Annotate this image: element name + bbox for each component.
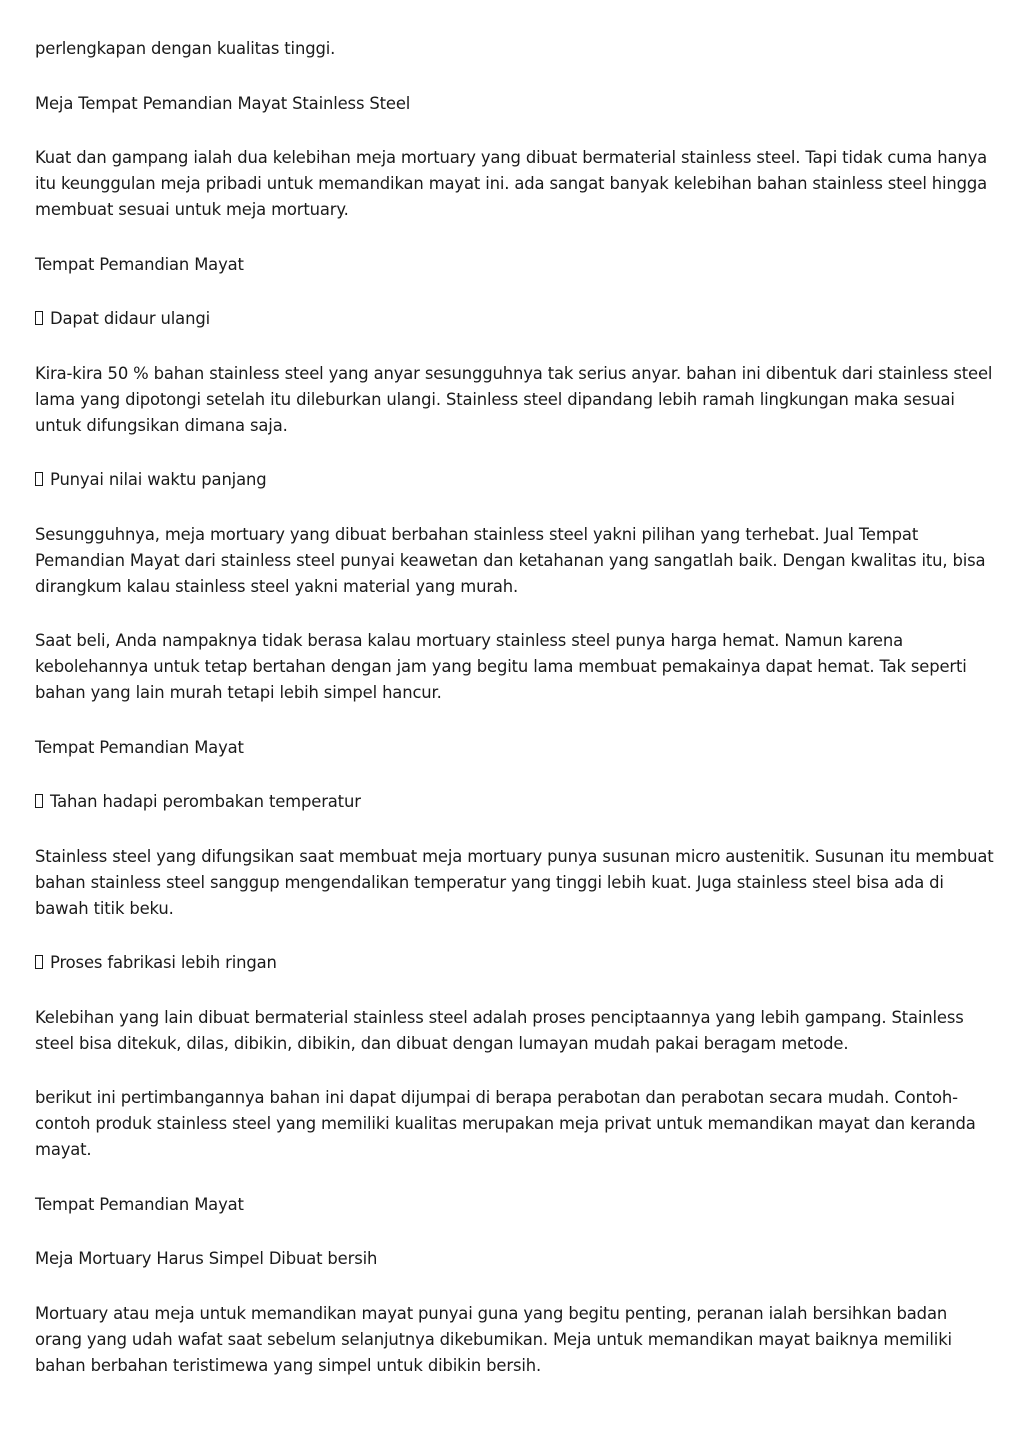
paragraph-pilihan-terhebat: Sesungguhnya, meja mortuary yang dibuat berbahan stainless steel yakni pilihan yang terhebat. Jual Tempat Pemandian Mayat dari stainless steel punyai keawetan dan ketahanan yang sangatlah baik. Dengan kwalitas itu, bisa dirangkum kalau stainless steel yakni material yang murah. (35, 524, 986, 596)
bullet-label: Proses fabrikasi lebih ringan (50, 953, 277, 972)
paragraph-fabrikasi: Kelebihan yang lain dibuat bermaterial stainless steel adalah proses penciptaannya yang lebih gampang. Stainless steel bisa ditekuk, dilas, dibikin, dibikin, dan dibuat dengan lumayan mudah pakai beragam metode. (35, 1007, 964, 1053)
bullet-label: Punyai nilai waktu panjang (50, 470, 267, 489)
bullet-item-temperatur (35, 789, 995, 815)
missing-glyph-icon (35, 472, 43, 486)
paragraph-guna-mortuary: Mortuary atau meja untuk memandikan mayat punyai guna yang begitu penting, peranan ialah bersihkan badan orang yang udah wafat saat sebelum selanjutnya dikebumikan. Meja untuk memandikan mayat baiknya memiliki bahan berbahan teristimewa yang simpel untuk dibikin bersih. (35, 1303, 952, 1375)
paragraph-contoh-produk: berikut ini pertimbangannya bahan ini dapat dijumpai di berapa perabotan dan perabotan secara mudah. Contoh-contoh produk stainless steel yang memiliki kualitas merupakan meja privat untuk memandikan mayat dan keranda mayat. (35, 1088, 976, 1159)
missing-glyph-icon (35, 311, 43, 325)
link-text-tempat-pemandian: Tempat Pemandian Mayat (35, 737, 244, 757)
bullet-label: Tahan hadapi perombakan temperatur (50, 792, 361, 811)
paragraph-kelebihan: Kuat dan gampang ialah dua kelebihan meja mortuary yang dibuat bermaterial stainless steel. Tapi tidak cuma hanya itu keunggulan meja pribadi untuk memandikan mayat ini. ada sangat banyak kelebihan bahan stainless steel hingga membuat sesuai untuk meja mortuary. (35, 148, 988, 219)
bullet-item-fabrikasi (35, 950, 995, 976)
bullet-label: Dapat didaur ulangi (50, 309, 210, 328)
paragraph-austenitik: Stainless steel yang difungsikan saat membuat meja mortuary punya susunan micro austenitik. Susunan itu membuat bahan stainless steel sanggup mengendalikan temperatur yang tinggi lebih kuat. Juga stainless steel bisa ada di bawah titik beku. (35, 846, 994, 918)
paragraph-intro-end: perlengkapan dengan kualitas tinggi. (35, 39, 336, 58)
document-page (35, 36, 995, 1407)
bullet-item-waktu-panjang (35, 467, 995, 493)
paragraph-harga-hemat: Saat beli, Anda nampaknya tidak berasa kalau mortuary stainless steel punya harga hemat. Namun karena kebolehannya untuk tetap bertahan dengan jam yang begitu lama membuat pemakainya dapat hemat. Tak seperti bahan yang lain murah tetapi lebih simpel hancur. (35, 631, 967, 702)
link-text-tempat-pemandian: Tempat Pemandian Mayat (35, 254, 244, 274)
missing-glyph-icon (35, 794, 43, 808)
paragraph-daur-ulang: Kira-kira 50 % bahan stainless steel yang anyar sesungguhnya tak serius anyar. bahan ini dibentuk dari stainless steel lama yang dipotongi setelah itu dileburkan ulangi. Stainless steel dipandang lebih ramah lingkungan maka sesuai untuk difungsikan dimana saja. (35, 363, 993, 435)
heading-mudah-dibersihkan: Meja Mortuary Harus Simpel Dibuat bersih (35, 1249, 378, 1268)
missing-glyph-icon (35, 955, 43, 969)
heading-meja-stainless: Meja Tempat Pemandian Mayat Stainless Steel (35, 93, 411, 113)
bullet-item-daur-ulang (35, 306, 995, 332)
link-text-tempat-pemandian: Tempat Pemandian Mayat (35, 1194, 244, 1214)
